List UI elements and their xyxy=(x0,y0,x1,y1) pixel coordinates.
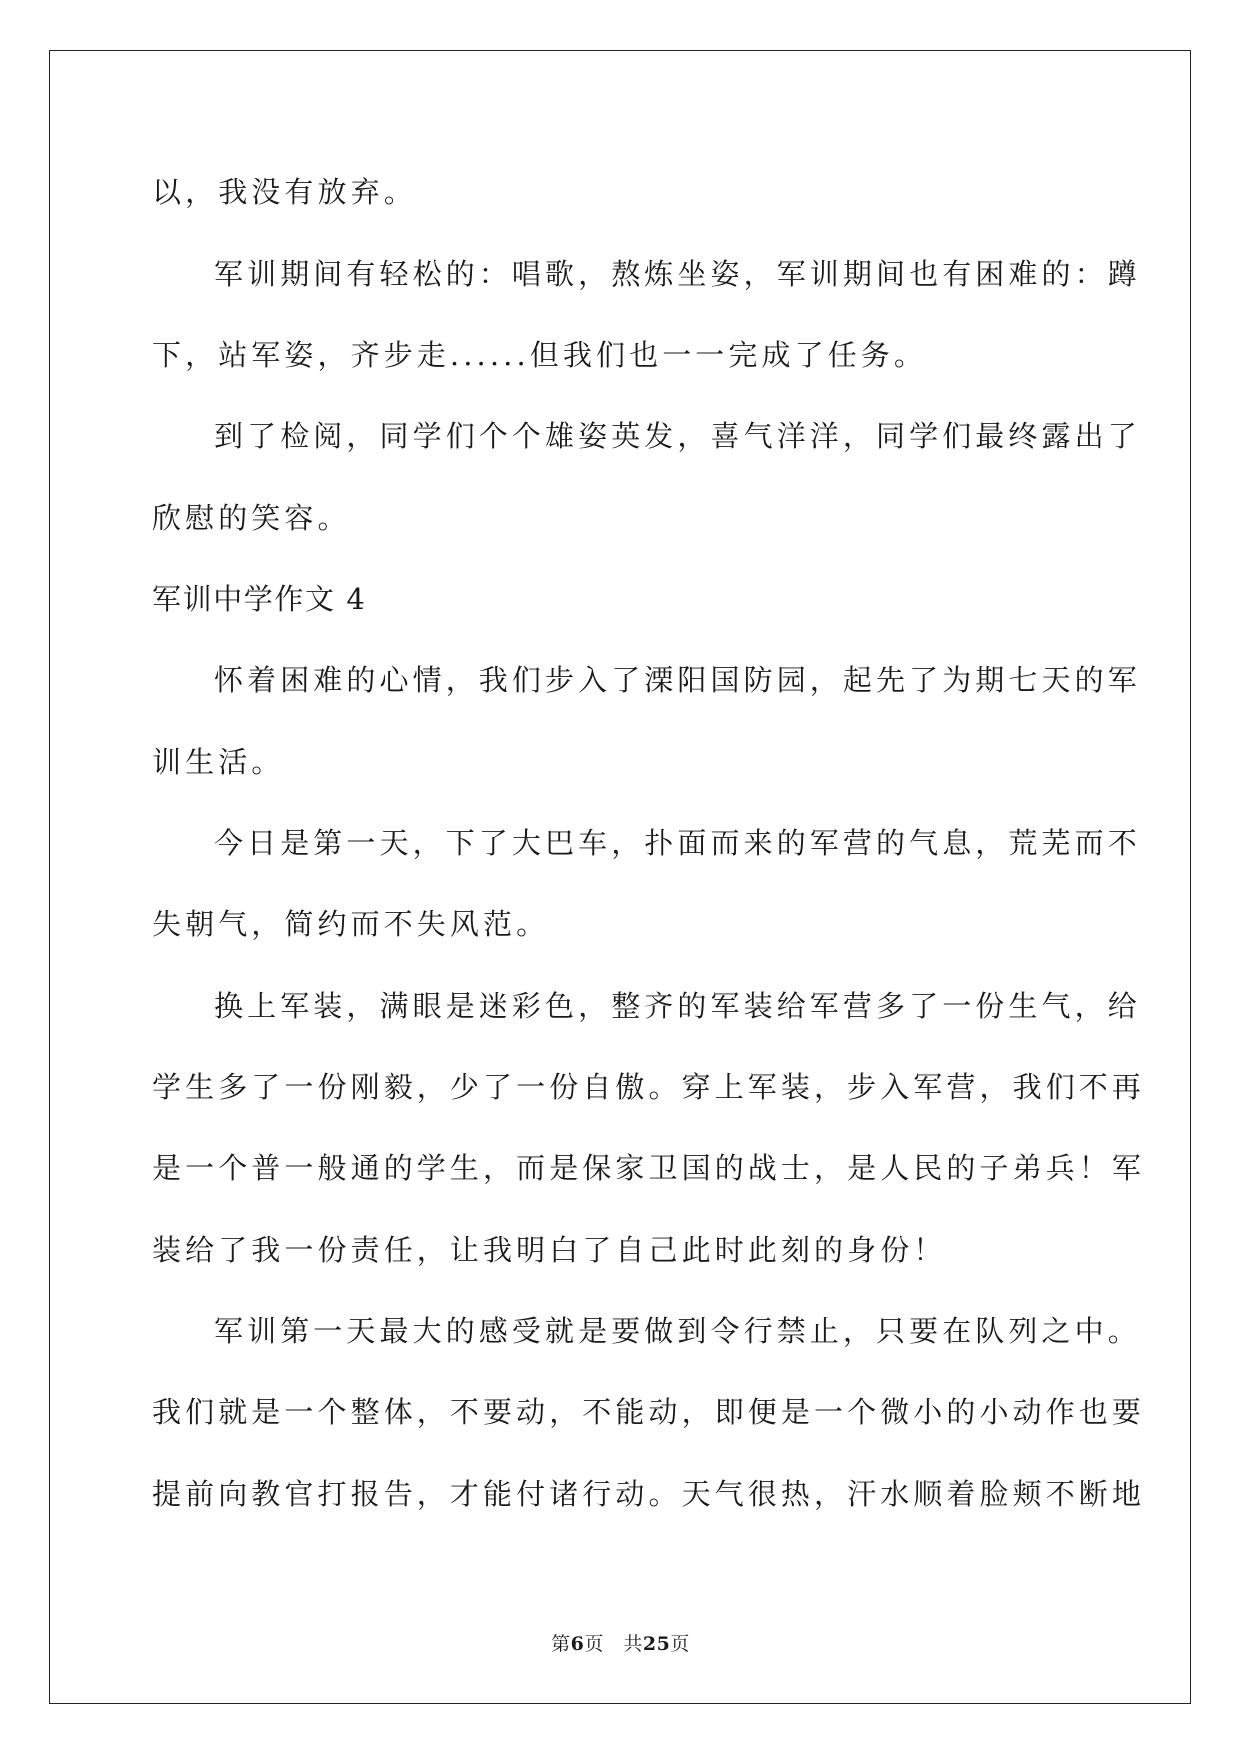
text-line: 军训期间有轻松的：唱歌，熬炼坐姿，军训期间也有困难的：蹲 xyxy=(214,257,1141,291)
text-line: 军训第一天最大的感受就是要做到令行禁止，只要在队列之中。 xyxy=(214,1314,1141,1348)
section-heading: 军训中学作文 4 xyxy=(152,582,367,616)
text-line: 到了检阅，同学们个个雄姿英发，喜气洋洋，同学们最终露出了 xyxy=(214,419,1141,453)
text-line: 换上军装，满眼是迷彩色，整齐的军装给军营多了一份生气，给 xyxy=(214,989,1141,1023)
footer-page-number: 6 xyxy=(570,1633,585,1655)
text-line: 怀着困难的心情，我们步入了溧阳国防园，起先了为期七天的军 xyxy=(214,663,1141,697)
text-line: 欣慰的笑容。 xyxy=(152,501,351,535)
page-footer xyxy=(0,1632,1241,1656)
text-line: 是一个普一般通的学生，而是保家卫国的战士，是人民的子弟兵！军 xyxy=(152,1151,1146,1185)
footer-page-prefix: 第 xyxy=(551,1633,571,1655)
text-line: 以，我没有放弃。 xyxy=(152,175,417,209)
text-line: 提前向教官打报告，才能付诸行动。天气很热，汗水顺着脸颊不断地 xyxy=(152,1477,1146,1511)
text-line: 学生多了一份刚毅，少了一份自傲。穿上军装，步入军营，我们不再 xyxy=(152,1070,1146,1104)
footer-page-mid: 页 共 xyxy=(584,1633,643,1655)
text-line: 今日是第一天，下了大巴车，扑面而来的军营的气息，荒芜而不 xyxy=(214,826,1141,860)
footer-page-suffix: 页 xyxy=(670,1633,690,1655)
text-line: 我们就是一个整体，不要动，不能动，即便是一个微小的小动作也要 xyxy=(152,1395,1146,1429)
page-border xyxy=(49,50,1191,1704)
text-line: 装给了我一份责任，让我明白了自己此时此刻的身份！ xyxy=(152,1233,947,1267)
footer-total-pages: 25 xyxy=(642,1633,671,1655)
text-line: 失朝气，简约而不失风范。 xyxy=(152,907,550,941)
text-line: 下，站军姿，齐步走......但我们也一一完成了任务。 xyxy=(152,338,928,372)
text-line: 训生活。 xyxy=(152,745,285,779)
